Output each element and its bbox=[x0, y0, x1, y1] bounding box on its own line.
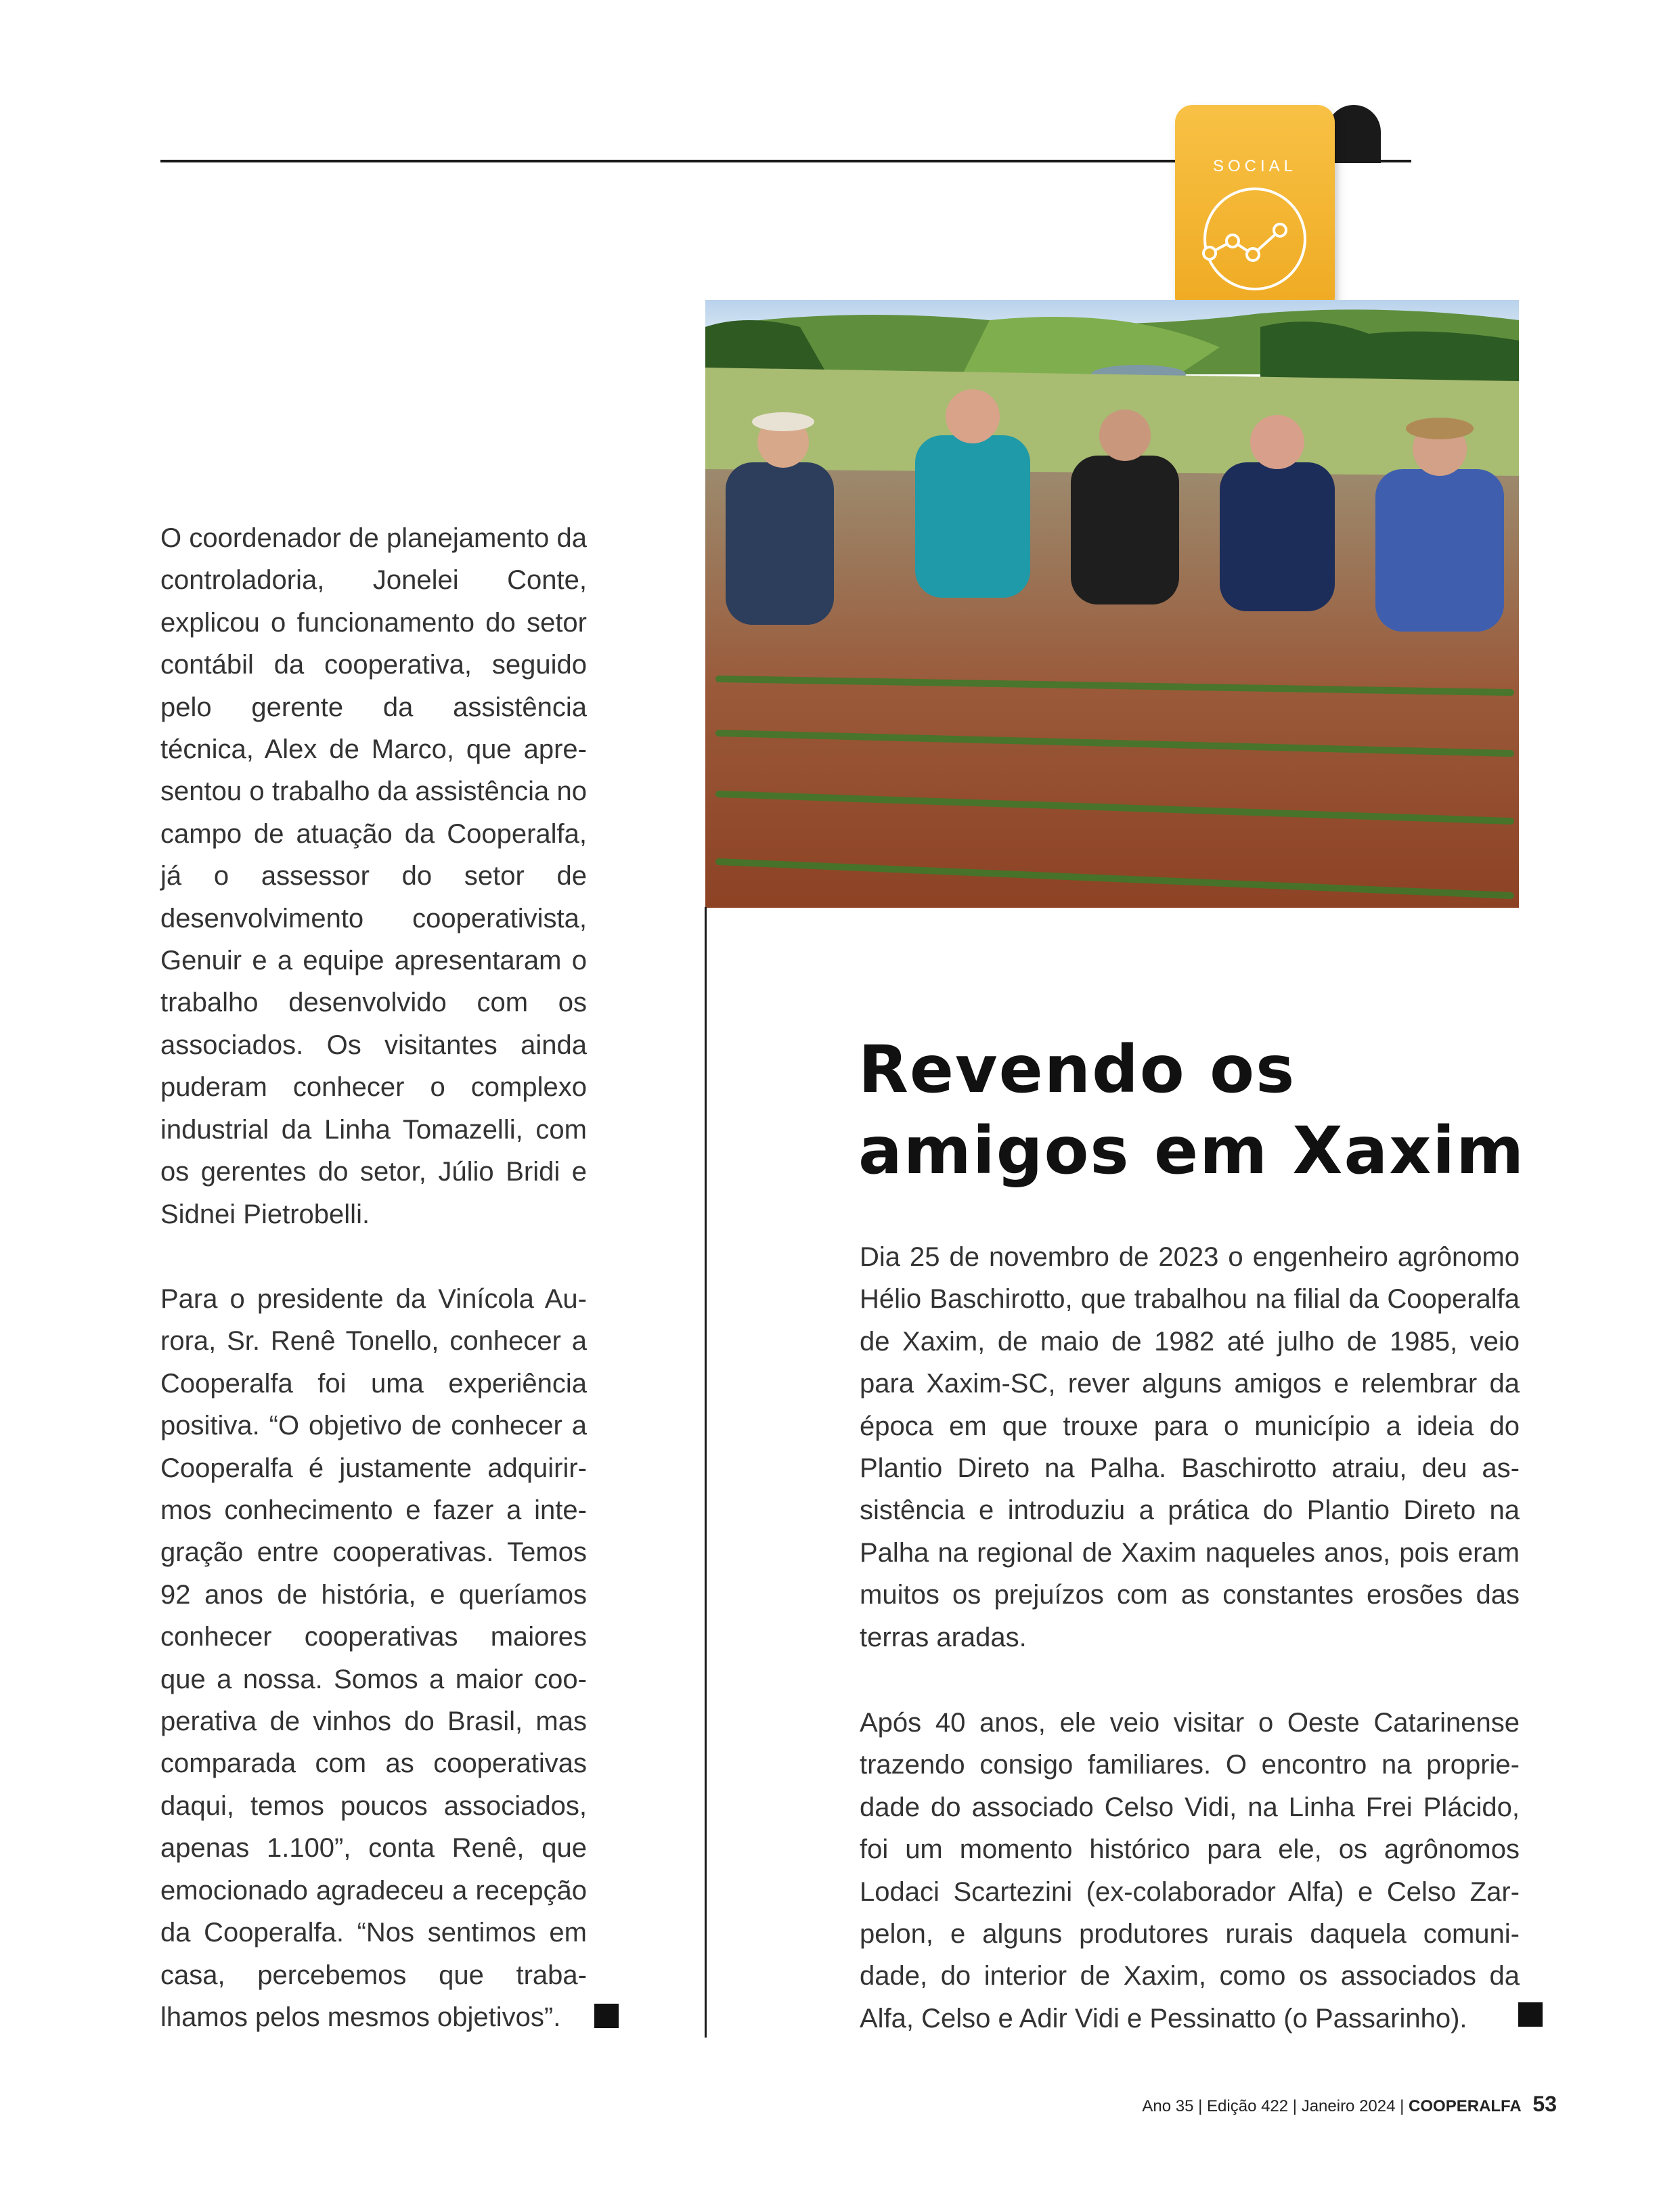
end-of-story-mark bbox=[594, 2004, 619, 2028]
section-tab-curl bbox=[1327, 105, 1381, 163]
left-paragraph-2: Para o presidente da Vinícola Aurora, Sr. Renê Tonello, conhecer a Cooperalfa foi uma experiência positiva. “O objetivo de conhecer a Cooperalfa é justamente adquirirmos conhecimento e fazer a integração entre cooperativas. Temos 92 anos de história, e queríamos conhecer cooperativas maiores que a nossa. Somos a maior cooperativa de vinhos do Brasil, mas comparada com as cooperativas daqui, temos poucos associados, apenas 1.100”, conta Renê, que emocionado agradeceu a recepção da Cooperalfa. “Nos sentimos em casa, percebemos que trabalhamos pelos mesmos objetivos”. bbox=[160, 1284, 587, 2032]
page-footer bbox=[1083, 2092, 1557, 2117]
column-divider bbox=[705, 907, 707, 2038]
left-paragraph-1: O coordenador de planejamento da controladoria, Jonelei Conte, explicou o funcionamento do setor contábil da cooperativa, seguido pelo gerente da assistência técnica, Alex de Marco, que apresentou o trabalho da assistência no campo de atuação da Cooperalfa, já o assessor do setor de desenvolvimento cooperativista, Genuir e a equipe apresentaram o trabalho desenvolvido com os associados. Os visitantes ainda puderam conhecer o complexo industrial da Linha Tomazelli, com os gerentes do setor, Júlio Bridi e Sidnei Pietrobelli. bbox=[160, 523, 587, 1229]
article-paragraph-2: Após 40 anos, ele veio visitar o Oeste Catarinense trazendo consigo familiares. O encontro na propriedade do associado Celso Vidi, na Linha Frei Plácido, foi um momento histórico para ele, os agrônomos Lodaci Scartezini (ex-colaborador Alfa) e Celso Zarpelon, e alguns produtores rurais daquela comunidade, do interior de Xaxim, como os associados da Alfa, Celso e Adir Vidi e Pessinatto (o Passarinho). bbox=[860, 1708, 1520, 2033]
footer-issue: Ano 35 | Edição 422 | Janeiro 2024 | bbox=[1142, 2097, 1405, 2115]
article-photo bbox=[705, 300, 1519, 908]
end-of-article-mark bbox=[1518, 2002, 1543, 2027]
article-headline: Revendo os amigos em Xaxim bbox=[858, 1032, 1526, 1189]
footer-brand: COOPERALFA bbox=[1409, 2097, 1522, 2115]
page-number: 53 bbox=[1532, 2092, 1557, 2116]
section-label: SOCIAL bbox=[1212, 157, 1298, 175]
line-chart-icon bbox=[1200, 184, 1310, 294]
article-paragraph-1: Dia 25 de novembro de 2023 o engenheiro agrônomo Hélio Baschirotto, que trabalhou na filial da Cooperalfa de Xaxim, de maio de 1982 até julho de 1985, veio para Xaxim-SC, rever alguns amigos e relembrar da época em que trouxe para o município a ideia do Plantio Direto na Palha. Baschirotto atraiu, deu assistência e introduziu a prática do Plantio Direto na Palha na regional de Xaxim naqueles anos, pois eram muitos os prejuízos com as constantes erosões das terras aradas. bbox=[860, 1242, 1520, 1652]
